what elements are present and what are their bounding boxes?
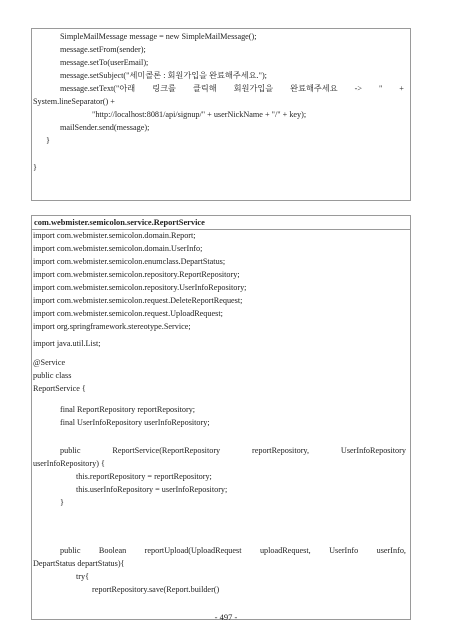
code-token: 회원가입을 — [233, 84, 274, 93]
code-token: ReportService(ReportRepository — [112, 446, 221, 455]
code-line: this.reportRepository = reportRepository; — [76, 472, 212, 481]
import-line: import com.webmister.semicolon.request.UploadRequest; — [33, 309, 223, 318]
code-line-justified — [60, 84, 404, 94]
code-token: Boolean — [98, 546, 127, 555]
code-token: -> — [354, 84, 362, 93]
code-token: UserInfoRepository — [340, 446, 406, 455]
code-token: UserInfo — [329, 546, 359, 555]
code-line-justified — [60, 446, 406, 456]
import-line: import com.webmister.semicolon.repository.ReportRepository; — [33, 270, 240, 279]
code-line: SimpleMailMessage message = new SimpleMailMessage(); — [60, 32, 257, 41]
code-block-report-service — [31, 215, 411, 620]
code-token: 완료해주세요 — [290, 84, 338, 93]
code-token: uploadRequest, — [259, 546, 311, 555]
code-line: message.setTo(userEmail); — [60, 58, 149, 67]
import-line: import com.webmister.semicolon.repository.UserInfoRepository; — [33, 283, 247, 292]
code-token: userInfo, — [376, 546, 406, 555]
import-line: import java.util.List; — [33, 339, 101, 348]
annotation-line: @Service — [33, 358, 66, 367]
code-line: reportRepository.save(Report.builder() — [92, 585, 220, 594]
code-token: reportUpload(UploadRequest — [144, 546, 242, 555]
code-line: userInfoRepository) { — [33, 459, 105, 468]
code-token: " — [378, 84, 383, 93]
code-token: 링크를 — [152, 84, 176, 93]
code-token: + — [399, 84, 404, 93]
code-line: DepartStatus departStatus){ — [33, 559, 125, 568]
code-token: public — [60, 546, 81, 555]
field-line: final ReportRepository reportRepository; — [60, 405, 196, 414]
import-line: import com.webmister.semicolon.request.DeleteReportRequest; — [33, 296, 243, 305]
code-line: ReportService { — [33, 384, 86, 393]
code-line: message.setFrom(sender); — [60, 45, 146, 54]
code-line: "http://localhost:8081/api/signup/" + userNickName + "/" + key); — [92, 110, 307, 119]
code-line: System.lineSeparator() + — [33, 97, 115, 106]
import-line: import com.webmister.semicolon.enumclass.DepartStatus; — [33, 257, 226, 266]
code-token: message.setText("아래 — [60, 84, 136, 93]
code-brace: } — [60, 498, 64, 507]
field-line: final UserInfoRepository userInfoRepository; — [60, 418, 210, 427]
import-line: import org.springframework.stereotype.Service; — [33, 322, 191, 331]
code-line: public class — [33, 371, 72, 380]
code-token: reportRepository, — [252, 446, 310, 455]
code-brace: } — [46, 136, 50, 145]
import-line: import com.webmister.semicolon.domain.UserInfo; — [33, 244, 203, 253]
code-block-header: com.webmister.semicolon.service.ReportService — [32, 216, 410, 230]
code-line-justified — [60, 546, 406, 556]
code-token: public — [60, 446, 81, 455]
import-line: import com.webmister.semicolon.domain.Report; — [33, 231, 196, 240]
page-number: - 497 - — [214, 612, 238, 622]
code-token: 클릭해 — [192, 84, 217, 93]
code-brace: } — [33, 163, 37, 172]
code-line: message.setSubject("세미콜론 : 회원가입을 완료해주세요."); — [60, 71, 267, 80]
code-line: this.userInfoRepository = userInfoRepository; — [76, 485, 228, 494]
code-line: try{ — [76, 572, 90, 581]
code-block-mail — [31, 28, 411, 201]
code-line: mailSender.send(message); — [60, 123, 150, 132]
